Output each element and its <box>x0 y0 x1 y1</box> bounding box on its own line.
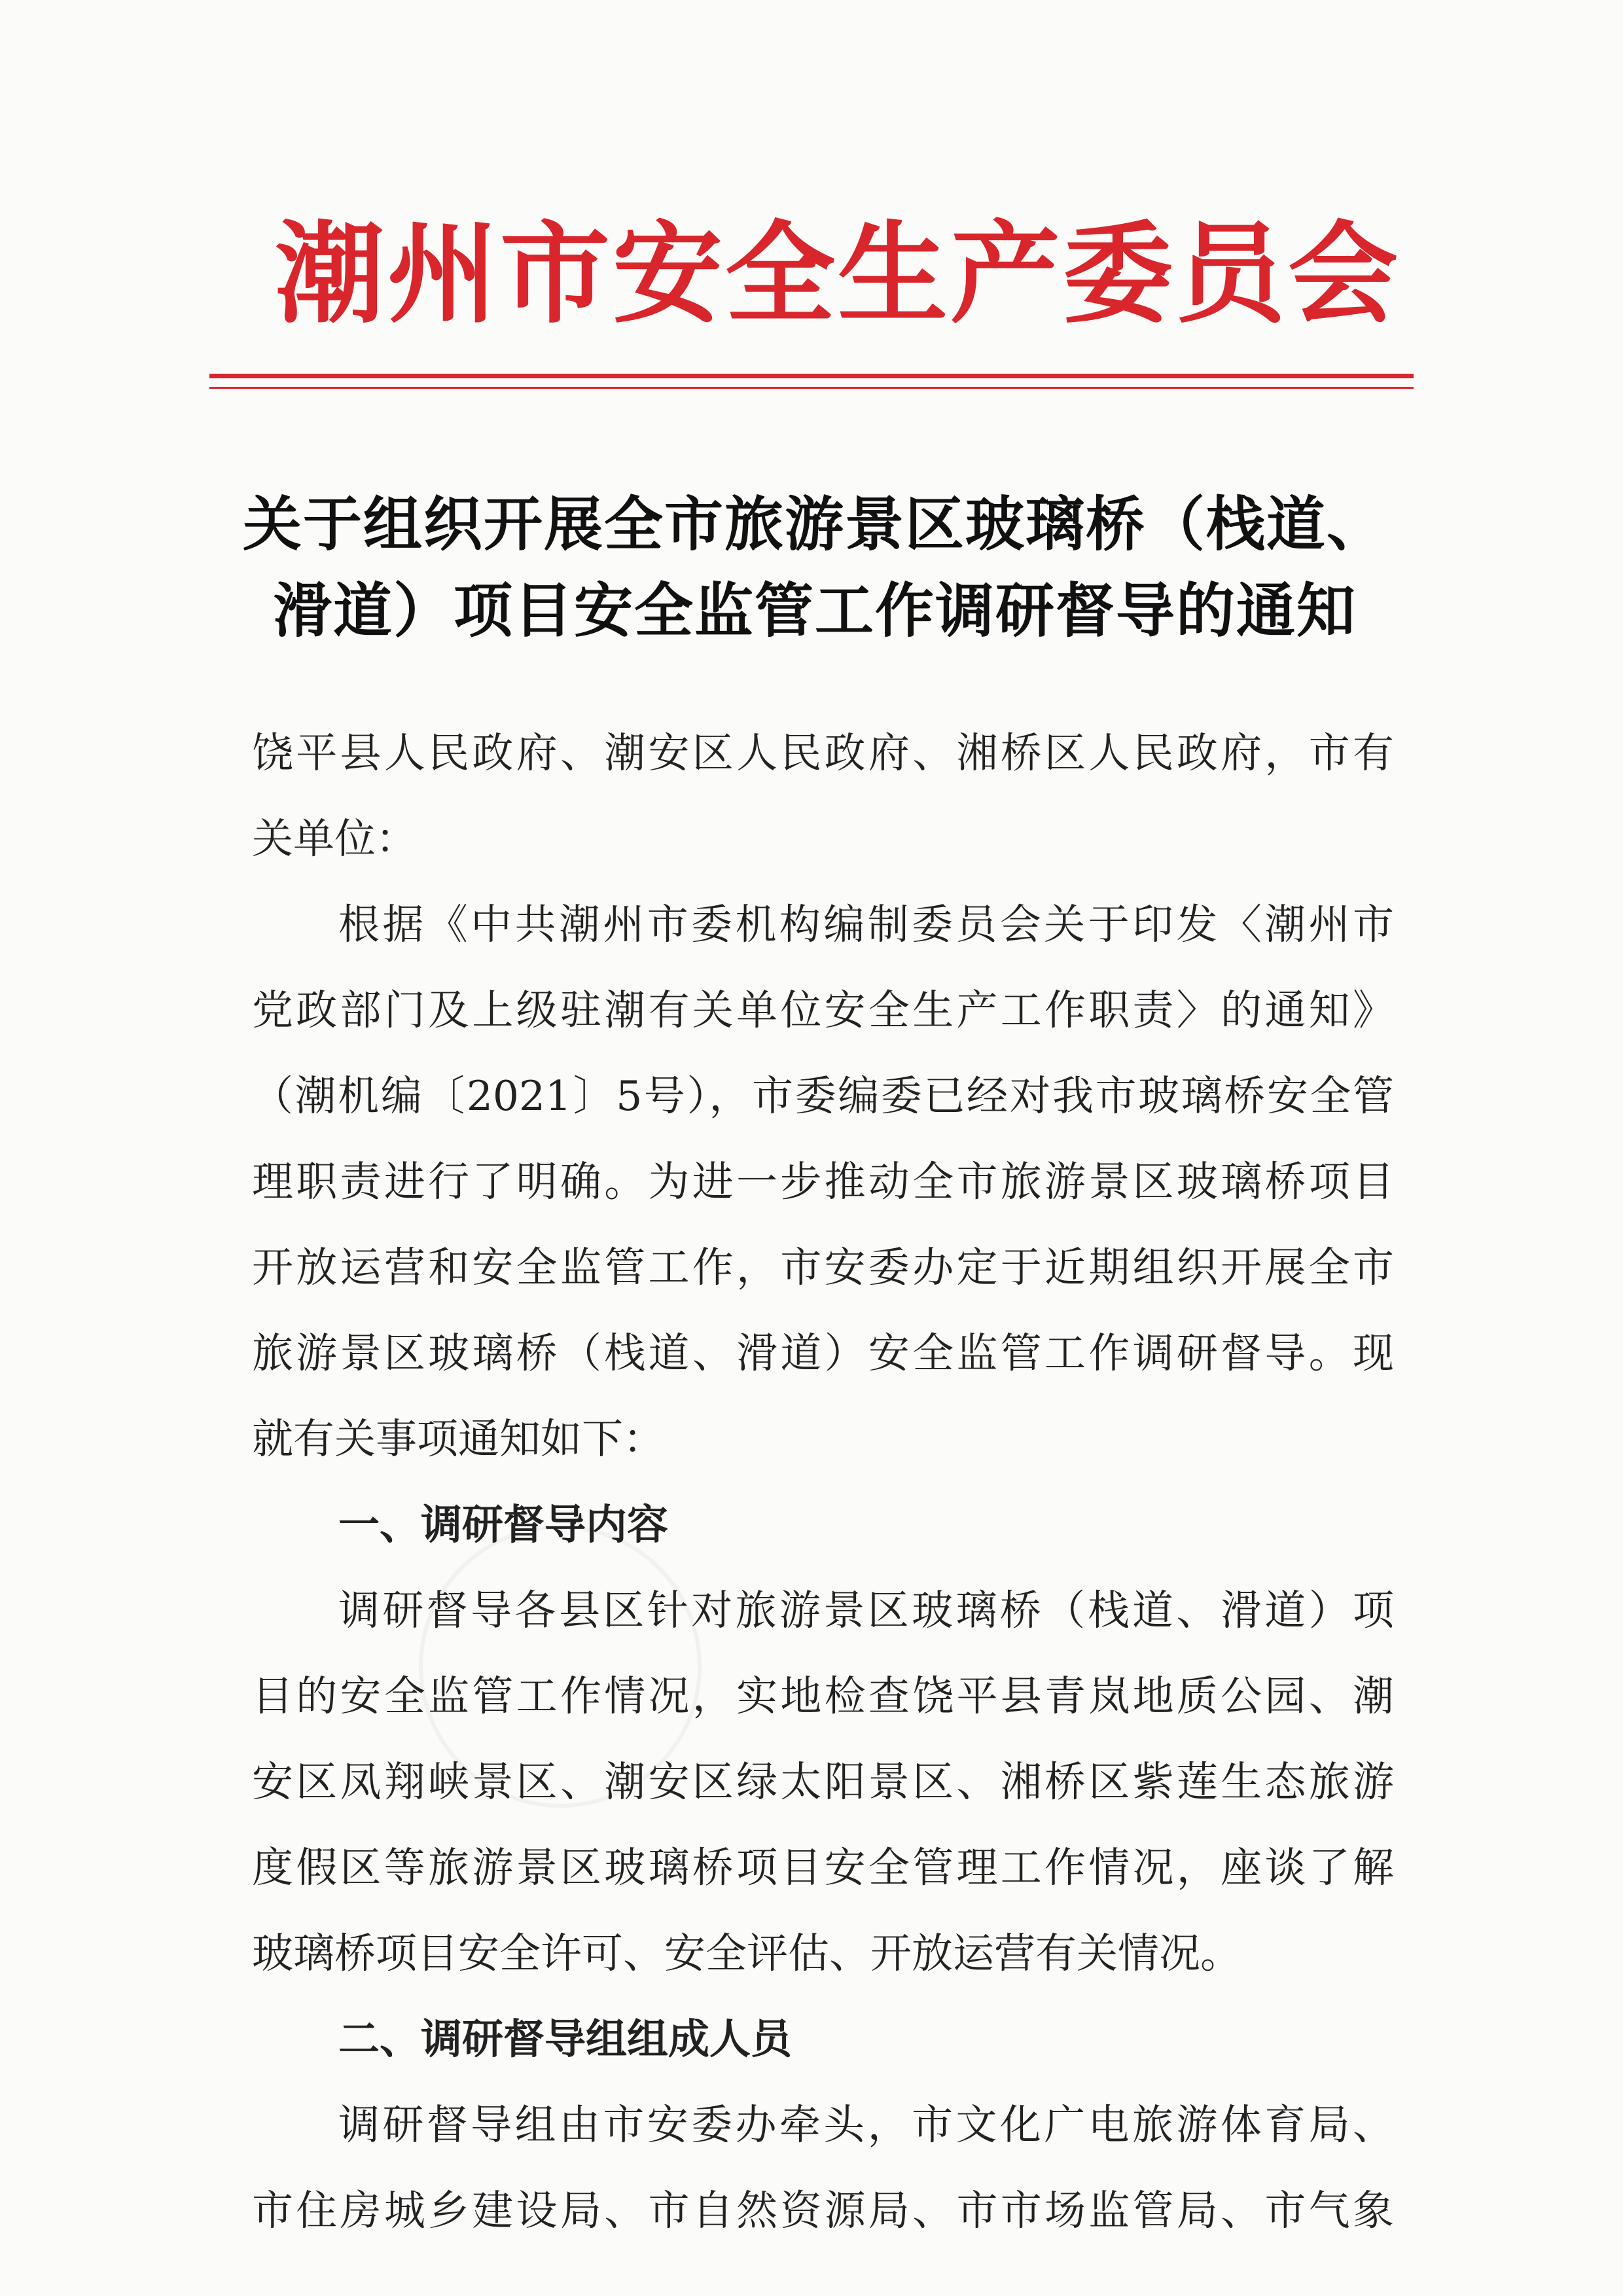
title-line-1: 关于组织开展全市旅游景区玻璃桥（栈道、 <box>243 490 1387 559</box>
paragraph-line: 度假区等旅游景区玻璃桥项目安全管理工作情况，座谈了解 <box>252 1844 1394 1892</box>
paragraph-line: 玻璃桥项目安全许可、安全评估、开放运营有关情况。 <box>252 1929 1241 1977</box>
paragraph-line: 安区凤翔峡景区、潮安区绿太阳景区、湘桥区紫莲生态旅游 <box>252 1758 1394 1806</box>
section-heading-2: 二、调研督导组组成人员 <box>338 2015 792 2063</box>
paragraph-line: 调研督导各县区针对旅游景区玻璃桥（栈道、滑道）项 <box>338 1587 1394 1634</box>
paragraph-line: 旅游景区玻璃桥（栈道、滑道）安全监管工作调研督导。现 <box>252 1329 1394 1377</box>
document-body <box>252 710 1394 2253</box>
paragraph-line: 市住房城乡建设局、市自然资源局、市市场监管局、市气象 <box>252 2187 1394 2234</box>
paragraph-line: 根据《中共潮州市委机构编制委员会关于印发〈潮州市 <box>338 901 1394 948</box>
header-rule-thin <box>209 387 1414 389</box>
paragraph-line: 就有关事项通知如下： <box>252 1415 664 1463</box>
section-heading-1: 一、调研督导内容 <box>338 1501 668 1549</box>
addressee-line-1: 饶平县人民政府、潮安区人民政府、湘桥区人民政府，市有 <box>252 729 1394 777</box>
paragraph-line: （潮机编〔2021〕5号），市委编委已经对我市玻璃桥安全管 <box>252 1072 1394 1120</box>
paragraph-line: 党政部门及上级驻潮有关单位安全生产工作职责〉的通知》 <box>252 986 1394 1034</box>
header-rule-thick <box>209 374 1414 378</box>
paragraph-line: 开放运营和安全监管工作，市安委办定于近期组织开展全市 <box>252 1244 1394 1291</box>
document-title <box>216 481 1414 654</box>
paragraph-line: 目的安全监管工作情况，实地检查饶平县青岚地质公园、潮 <box>252 1672 1394 1720</box>
title-line-2: 滑道）项目安全监管工作调研督导的通知 <box>273 576 1357 645</box>
addressee-line-2: 关单位： <box>252 815 417 863</box>
issuer-masthead: 潮州市安全生产委员会 <box>275 209 1400 338</box>
paragraph-line: 理职责进行了明确。为进一步推动全市旅游景区玻璃桥项目 <box>252 1158 1394 1206</box>
paragraph-line: 调研督导组由市安委办牵头，市文化广电旅游体育局、 <box>338 2101 1394 2149</box>
